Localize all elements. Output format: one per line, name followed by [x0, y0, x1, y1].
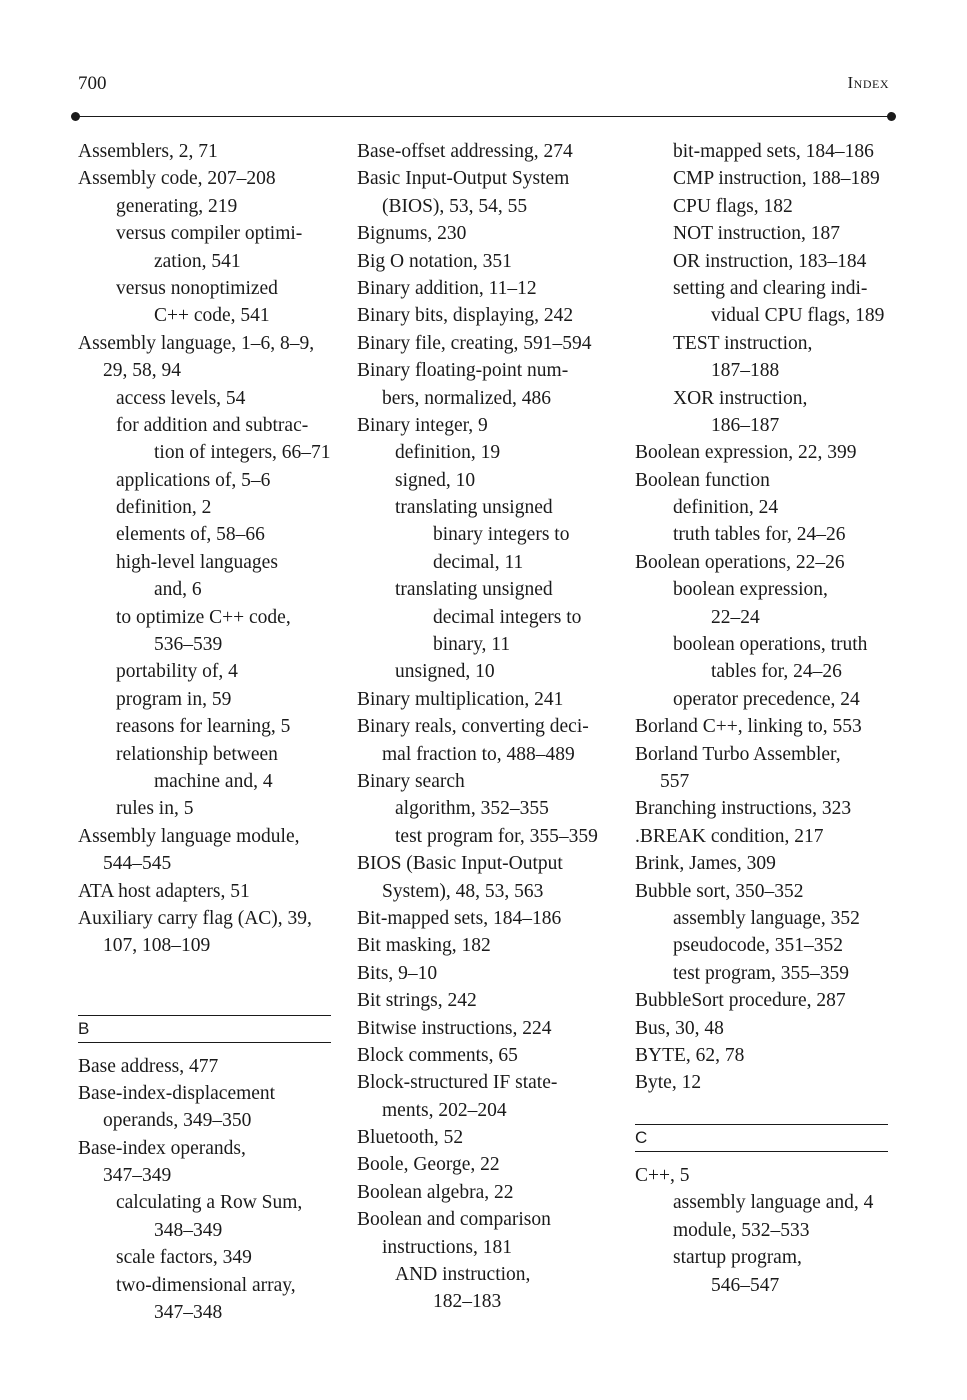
index-entry: Boolean algebra, 22 — [357, 1181, 514, 1203]
index-entry: BubbleSort procedure, 287 — [635, 990, 846, 1012]
index-entry: two-dimensional array, — [116, 1274, 296, 1296]
index-entry: AND instruction, — [395, 1264, 531, 1286]
index-entry: machine and, 4 — [154, 770, 273, 792]
index-entry: calculating a Row Sum, — [116, 1192, 303, 1214]
index-entry: Bitwise instructions, 224 — [357, 1017, 552, 1039]
index-entry: startup program, — [673, 1247, 802, 1269]
index-entry: versus compiler optimi- — [116, 223, 303, 245]
index-entry: Brink, James, 309 — [635, 853, 776, 875]
section-spacer — [635, 1097, 897, 1124]
index-entry: program in, 59 — [116, 688, 232, 710]
index-entry: binary, 11 — [433, 634, 511, 656]
index-entry: translating unsigned — [395, 497, 553, 519]
index-entry: Assemblers, 2, 71 — [78, 141, 218, 162]
index-entry: CPU flags, 182 — [673, 195, 793, 217]
index-entry: Bit strings, 242 — [357, 990, 477, 1012]
index-entry: Auxiliary carry flag (AC), 39, — [78, 907, 312, 929]
index-entry: (BIOS), 53, 54, 55 — [382, 195, 528, 217]
index-entry: decimal integers to — [433, 606, 582, 628]
section-heading-b: B — [78, 1015, 331, 1043]
index-entry: reasons for learning, 5 — [116, 716, 291, 738]
index-entry: high-level languages — [116, 551, 278, 573]
index-entry: access levels, 54 — [116, 387, 246, 409]
index-entry: ments, 202–204 — [382, 1099, 507, 1121]
index-entry: Bit masking, 182 — [357, 935, 491, 957]
index-entry: module, 532–533 — [673, 1219, 810, 1241]
index-entry: Assembly language module, — [78, 825, 300, 847]
index-entry: decimal, 11 — [433, 551, 524, 573]
index-entry: XOR instruction, — [673, 387, 808, 409]
index-entry: bit-mapped sets, 184–186 — [673, 141, 874, 162]
index-column-2 — [357, 138, 619, 1316]
index-entry: BIOS (Basic Input-Output — [357, 853, 563, 875]
index-entry: 544–545 — [103, 853, 172, 875]
index-entry: boolean expression, — [673, 579, 828, 601]
index-entry: operator precedence, 24 — [673, 688, 860, 710]
entries-b-continued — [357, 138, 619, 1316]
index-entry: Bits, 9–10 — [357, 962, 438, 984]
index-entry: definition, 19 — [395, 442, 501, 464]
index-entry: Basic Input-Output System — [357, 168, 570, 190]
index-entry: OR instruction, 183–184 — [673, 250, 867, 272]
index-entry: assembly language, 352 — [673, 907, 860, 929]
index-entry: Bignums, 230 — [357, 223, 467, 245]
index-entry: Base-index-displacement — [78, 1082, 276, 1104]
index-entry: generating, 219 — [116, 195, 238, 217]
index-entry: test program, 355–359 — [673, 962, 850, 984]
index-entry: Binary search — [357, 770, 465, 792]
index-entry: Base-offset addressing, 274 — [357, 141, 573, 162]
index-entry: rules in, 5 — [116, 798, 194, 820]
index-entry: assembly language and, 4 — [673, 1192, 874, 1214]
index-entry: signed, 10 — [395, 469, 476, 491]
header-rule — [76, 116, 892, 117]
section-spacer — [78, 960, 340, 987]
header-rule-right-dot — [887, 112, 896, 121]
index-entry: .BREAK condition, 217 — [635, 825, 824, 847]
index-entry: algorithm, 352–355 — [395, 798, 549, 820]
index-entry: C++, 5 — [635, 1165, 690, 1187]
index-entry: vidual CPU flags, 189 — [711, 305, 885, 327]
index-entry: versus nonoptimized — [116, 277, 278, 299]
entries-a-section — [78, 138, 340, 960]
index-entry: mal fraction to, 488–489 — [382, 743, 575, 765]
index-entry: Binary reals, converting deci- — [357, 716, 589, 738]
index-entry: System), 48, 53, 563 — [382, 880, 544, 902]
index-entry: binary integers to — [433, 524, 570, 546]
index-entry: Binary bits, displaying, 242 — [357, 305, 574, 327]
index-entry: Boolean operations, 22–26 — [635, 551, 845, 573]
index-entry: Branching instructions, 323 — [635, 798, 852, 820]
index-entry: Bluetooth, 52 — [357, 1127, 464, 1149]
index-entry: Byte, 12 — [635, 1072, 702, 1094]
index-entry: Binary multiplication, 241 — [357, 688, 564, 710]
index-entry: Block comments, 65 — [357, 1044, 518, 1066]
index-entry: C++ code, 541 — [154, 305, 270, 327]
index-entry: TEST instruction, — [673, 332, 813, 354]
index-entry: 29, 58, 94 — [103, 360, 181, 382]
index-entry: 546–547 — [711, 1274, 780, 1296]
index-entry: 536–539 — [154, 634, 223, 656]
entries-b-section — [78, 1053, 340, 1327]
index-entry: pseudocode, 351–352 — [673, 935, 844, 957]
index-entry: to optimize C++ code, — [116, 606, 291, 628]
index-column-1 — [78, 138, 340, 1326]
index-entry: Boolean and comparison — [357, 1209, 551, 1231]
index-entry: tion of integers, 66–71 — [154, 442, 331, 464]
index-entry: 182–183 — [433, 1291, 502, 1313]
index-entry: Boolean function — [635, 469, 770, 491]
index-entry: Binary file, creating, 591–594 — [357, 332, 592, 354]
index-entry: test program for, 355–359 — [395, 825, 598, 847]
index-entry: zation, 541 — [154, 250, 241, 272]
index-entry: Base address, 477 — [78, 1055, 219, 1077]
index-entry: Binary addition, 11–12 — [357, 277, 537, 299]
index-entry: Bit-mapped sets, 184–186 — [357, 907, 562, 929]
index-entry: truth tables for, 24–26 — [673, 524, 846, 546]
index-column-3 — [635, 138, 897, 1299]
section-spacer — [78, 987, 340, 1014]
index-entry: 22–24 — [711, 606, 760, 628]
index-entry: Bubble sort, 350–352 — [635, 880, 804, 902]
index-entry: instructions, 181 — [382, 1236, 512, 1258]
index-entry: Assembly language, 1–6, 8–9, — [78, 332, 315, 354]
index-entry: ATA host adapters, 51 — [78, 880, 250, 902]
section-heading-c: C — [635, 1124, 888, 1152]
index-entry: 107, 108–109 — [103, 935, 211, 957]
index-entry: CMP instruction, 188–189 — [673, 168, 880, 190]
index-entry: applications of, 5–6 — [116, 469, 271, 491]
index-entry: Boolean expression, 22, 399 — [635, 442, 857, 464]
index-entry: operands, 349–350 — [103, 1110, 252, 1132]
index-entry: BYTE, 62, 78 — [635, 1044, 745, 1066]
entries-b-continued-2 — [635, 138, 897, 1097]
index-entry: translating unsigned — [395, 579, 553, 601]
index-entry: 187–188 — [711, 360, 780, 382]
index-entry: Borland Turbo Assembler, — [635, 743, 841, 765]
index-entry: Boole, George, 22 — [357, 1154, 500, 1176]
index-entry: setting and clearing indi- — [673, 277, 868, 299]
index-entry: Base-index operands, — [78, 1137, 246, 1159]
index-entry: definition, 2 — [116, 497, 212, 519]
index-entry: tables for, 24–26 — [711, 661, 842, 683]
index-entry: Big O notation, 351 — [357, 250, 512, 272]
index-entry: portability of, 4 — [116, 661, 238, 683]
index-entry: 186–187 — [711, 414, 780, 436]
header-rule-left-dot — [71, 112, 80, 121]
index-entry: Bus, 30, 48 — [635, 1017, 724, 1039]
index-entry: 347–349 — [103, 1165, 172, 1187]
index-entry: 347–348 — [154, 1302, 223, 1324]
entries-c-section — [635, 1162, 897, 1299]
index-entry: boolean operations, truth — [673, 634, 868, 656]
index-entry: Block-structured IF state- — [357, 1072, 558, 1094]
index-entry: scale factors, 349 — [116, 1247, 252, 1269]
index-entry: unsigned, 10 — [395, 661, 495, 683]
index-entry: definition, 24 — [673, 497, 779, 519]
index-entry: 557 — [660, 770, 690, 792]
index-entry: bers, normalized, 486 — [382, 387, 551, 409]
index-entry: NOT instruction, 187 — [673, 223, 841, 245]
index-entry: elements of, 58–66 — [116, 524, 265, 546]
index-entry: for addition and subtrac- — [116, 414, 309, 436]
index-entry: and, 6 — [154, 579, 202, 601]
index-entry: Binary integer, 9 — [357, 414, 488, 436]
index-entry: Binary floating-point num- — [357, 360, 569, 382]
index-entry: relationship between — [116, 743, 278, 765]
index-entry: Assembly code, 207–208 — [78, 168, 276, 190]
index-entry: 348–349 — [154, 1219, 223, 1241]
running-head-title: Index — [847, 73, 889, 92]
index-entry: Borland C++, linking to, 553 — [635, 716, 862, 738]
page-number: 700 — [78, 73, 107, 94]
